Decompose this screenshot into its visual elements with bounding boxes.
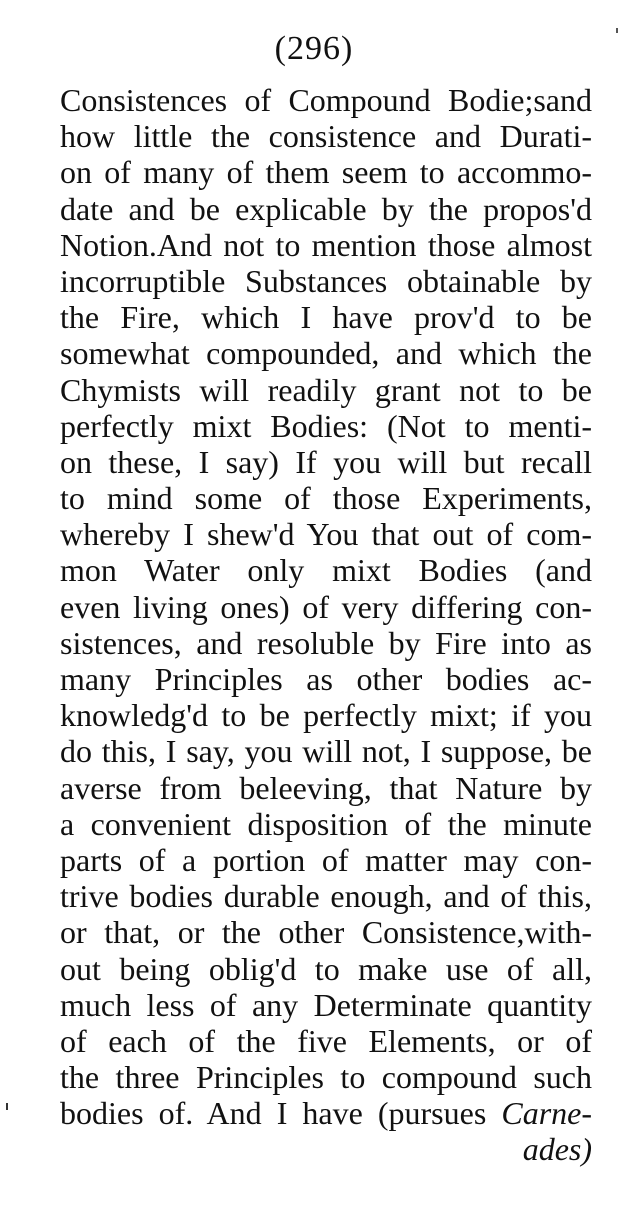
- text-line: do this, I say, you will not, I suppose, be: [60, 733, 592, 770]
- text-line: Notion.And not to mention those almost: [60, 226, 592, 263]
- text-line: trive bodies durable enough, and of this,: [60, 878, 592, 915]
- text-line: parts of a portion of matter may con-: [60, 841, 592, 878]
- text-line: knowledg'd to be perfectly mixt; if you: [60, 697, 592, 734]
- text-line: many Principles as other bodies ac-: [60, 661, 592, 697]
- italic-name: Carne-: [501, 1095, 592, 1132]
- text-line: even living ones) of very differing con-: [60, 588, 592, 625]
- text-line: date and be explicable by the propos'd: [60, 190, 592, 227]
- text-line: incorruptible Substances obtainable by: [60, 262, 592, 299]
- text-line: out being oblig'd to make use of all,: [60, 950, 592, 987]
- text-line: to mind some of those Experiments,: [60, 480, 592, 517]
- text-line: or that, or the other Consistence,with-: [60, 914, 592, 951]
- text-line: mon Water only mixt Bodies (and: [60, 552, 592, 589]
- text-line: on of many of them seem to accommo-: [60, 154, 592, 191]
- text-line: somewhat compounded, and which the: [60, 335, 592, 372]
- catchword: ades): [522, 1131, 592, 1168]
- text-line: on these, I say) If you will but recall: [60, 443, 592, 480]
- text-line: averse from beleeving, that Nature by: [60, 769, 592, 806]
- text-line: how little the consistence and Durati-: [60, 118, 592, 155]
- text-line: sistences, and resoluble by Fire into as: [60, 624, 592, 661]
- text-line: the three Principles to compound such: [60, 1059, 592, 1096]
- text-line: perfectly mixt Bodies: (Not to menti-: [60, 407, 592, 444]
- text-line: whereby I shew'd You that out of com-: [60, 516, 592, 553]
- text-line: Chymists will readily grant not to be: [60, 371, 592, 408]
- text-line: a convenient disposition of the minute: [60, 805, 592, 842]
- text-line: of each of the five Elements, or of: [60, 1022, 592, 1059]
- text-line: Consistences of Compound Bodie;sand: [60, 82, 592, 118]
- scan-speck: [6, 1103, 8, 1110]
- page-number: (296): [274, 30, 354, 67]
- text-line: bodies of. And I have (pursues Carne-: [60, 1095, 592, 1132]
- text-line: much less of any Determinate quantity: [60, 986, 592, 1023]
- text-line-last: [60, 1131, 592, 1167]
- body-text: [60, 82, 592, 1168]
- text-line: the Fire, which I have prov'd to be: [60, 299, 592, 336]
